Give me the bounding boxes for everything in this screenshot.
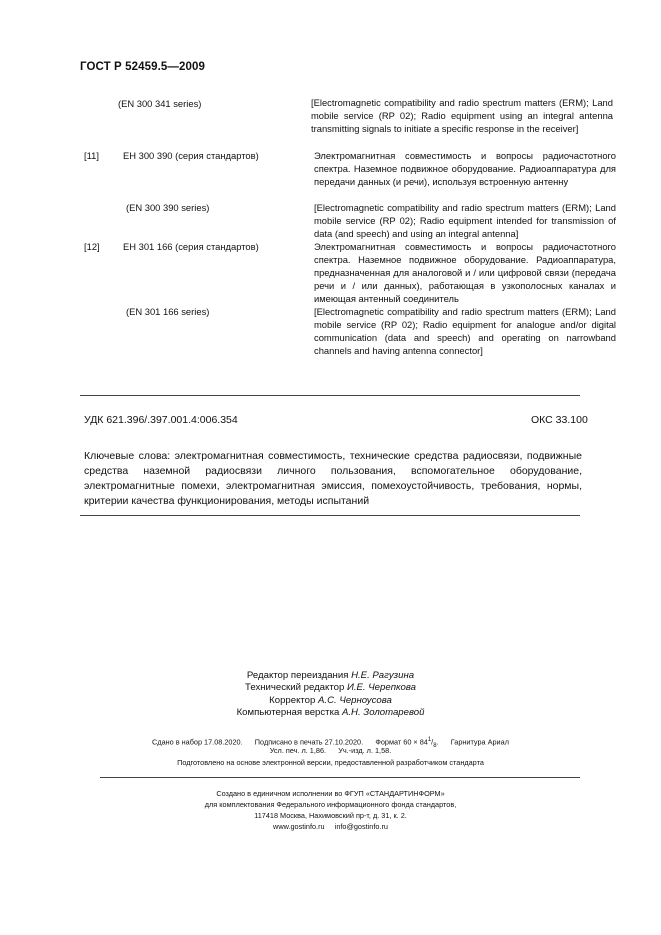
publisher-line: для комплектования Федерального информационного фонда стандартов, xyxy=(204,800,457,809)
print-info-line: Сдано в набор 17.08.2020. Подписано в печать 27.10.2020. Формат $60 \times 84^1/_8$. Гарнитура Ариал xyxy=(152,737,509,749)
divider xyxy=(80,395,580,396)
reference-code: (EN 300 390 series) xyxy=(126,202,210,213)
reference-description: Электромагнитная совместимость и вопросы радиочастотного спектра. Наземное подвижное оборудование. Радиоаппаратура, предназначенная для аналоговой и / или цифровой связи (передача речи и / или данных), работающая в узкополосных каналах и имеющая антенный соединитель xyxy=(314,241,616,304)
credit-line: Корректор А.С. Черноусова xyxy=(269,694,392,706)
reference-description: [Electromagnetic compatibility and radio spectrum matters (ERM); Land mobile service (RP 02); Radio equipment intended for transmission of data (and speech) and using an integral antenna] xyxy=(314,202,616,239)
reference-number: [11] xyxy=(84,150,99,161)
reference-code: ЕН 301 166 (серия стандартов) xyxy=(123,241,259,252)
credits xyxy=(0,670,661,719)
reference-code: (EN 300 341 series) xyxy=(118,98,202,109)
publisher-line: Создано в единичном исполнении во ФГУП «СТАНДАРТИНФОРМ» xyxy=(216,789,445,798)
reference-code: (EN 301 166 series) xyxy=(126,306,210,317)
keywords: Ключевые слова: электромагнитная совместимость, технические средства радиосвязи, подвижные средства наземной радиосвязи личного пользования, вспомогательное оборудование, электромагнитные помехи, электромагнитная эмиссия, помехоустойчивость, требования, нормы, критерии качества функционирования, методы испытаний xyxy=(84,450,582,507)
document-header: ГОСТ Р 52459.5—2009 xyxy=(80,61,205,73)
credit-line: Компьютерная верстка А.Н. Золотаревой xyxy=(236,706,425,718)
website-link[interactable]: www.gostinfo.ru xyxy=(273,822,325,831)
reference-number: [12] xyxy=(84,241,100,252)
publisher-address: 117418 Москва, Нахимовский пр-т, д. 31, к. 2. xyxy=(254,811,407,820)
email-link[interactable]: info@gostinfo.ru xyxy=(334,822,388,831)
divider xyxy=(100,777,580,778)
publisher-contacts xyxy=(0,821,661,832)
reference-description: Электромагнитная совместимость и вопросы радиочастотного спектра. Наземное подвижное оборудование. Радиоаппаратура для передачи данных (и речи), используя встроенную антенну xyxy=(314,150,616,187)
oks-code: ОКС 33.100 xyxy=(531,414,588,426)
credit-line: Редактор переиздания Н.Е. Рагузина xyxy=(246,670,415,681)
udk-code: УДК 621.396/.397.001.4:006.354 xyxy=(84,414,238,426)
reference-description: [Electromagnetic compatibility and radio spectrum matters (ERM); Land mobile service (RP 02); Radio equipment using an integral antenna transmitting signals to initiate a specific response in the receiver] xyxy=(311,97,613,134)
divider xyxy=(80,515,580,516)
print-info-line: Усл. печ. л. 1,86. Уч.-изд. л. 1,58. xyxy=(269,746,392,755)
reference-code: ЕН 300 390 (серия стандартов) xyxy=(123,150,259,161)
credit-line: Технический редактор И.Е. Черепкова xyxy=(245,682,416,694)
reference-description: [Electromagnetic compatibility and radio spectrum matters (ERM); Land mobile service (RP 02); Radio equipment for analogue and/or digital communication (data and speech) and operating on narrowband channels and having antenna connector] xyxy=(314,306,616,356)
prepared-note: Подготовлено на основе электронной версии, предоставленной разработчиком стандарта xyxy=(177,758,484,767)
